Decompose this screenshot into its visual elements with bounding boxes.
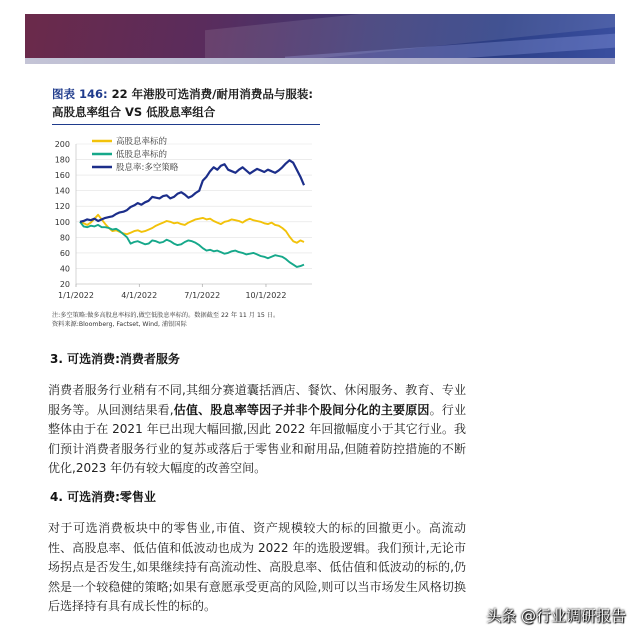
note-text: 注:多空策略:做多高股息率标的,做空低股息率标的。数据截至 22 年 11 月 15 日。 (52, 312, 280, 319)
line-chart (40, 128, 325, 308)
paragraph-retail: 对于可选消费板块中的零售业,市值、资产规模较大的标的回撤更小。高流动性、高股息率、低估值和低波动也成为 2022 年的选股逻辑。我们预计,无论市场拐点是否发生,如果继续持有高流动性、高股息率、低估值和低波动的标的,仍然是一个较稳健的策略;如果有意愿承受更高的风险,则可以当市场发生风格切换后选择持有具有成长性的标的。 (48, 521, 466, 613)
figure-label: 图表 146: (52, 87, 108, 101)
x-tick-label: 7/1/2022 (184, 291, 221, 300)
figure-title-line2: 高股息率组合 VS 低股息率组合 (52, 105, 216, 119)
y-tick-label: 180 (54, 155, 70, 165)
y-tick-label: 40 (59, 264, 70, 274)
x-tick-label: 4/1/2022 (121, 291, 158, 300)
figure-title-line1: 22 年港股可选消费/耐用消费品与服装: (107, 87, 313, 101)
para-text-end: 。行业整体由于在 2021 年已出现大幅回撤,因此 2022 年回撤幅度小于其它行业。我们预计消费者服务行业的复苏或落后于零售业和耐用品,但随着防控措施的不断优化,2023 年仍有较大幅度的改善空间。 (48, 402, 466, 475)
y-tick-label: 120 (54, 202, 70, 212)
y-tick-label: 140 (54, 186, 70, 196)
section-heading-retail: 4. 可选消费:零售业 (50, 490, 156, 504)
banner-bottom-line (25, 58, 615, 64)
y-axis (55, 140, 76, 289)
header-banner (25, 14, 615, 64)
chart-series (80, 160, 304, 267)
legend-label-ls: 股息率:多空策略 (116, 163, 179, 173)
legend-label-low: 低股息率标的 (116, 150, 168, 160)
y-tick-label: 100 (54, 217, 70, 227)
x-tick-label: 10/1/2022 (245, 291, 287, 300)
chart-grid (76, 144, 312, 284)
watermark: 头条 @行业调研报告 (486, 607, 626, 625)
chart-legend (92, 136, 179, 173)
source-text: 资料来源:Bloomberg, Factset, Wind, 浦银国际 (52, 321, 187, 328)
x-axis (58, 284, 312, 300)
y-tick-label: 80 (59, 233, 70, 243)
y-tick-label: 60 (59, 248, 70, 258)
y-tick-label: 20 (59, 280, 70, 289)
y-tick-label: 200 (54, 140, 70, 149)
series-line-ls (80, 160, 304, 222)
paragraph-consumer-services (48, 381, 466, 479)
legend-label-high: 高股息率标的 (116, 137, 168, 147)
para-text: 消费者服务行业稍有不同,其细分赛道囊括酒店、餐饮、休闲服务、教育、专业服务等。从回测结果看, (48, 383, 466, 417)
figure-rule (52, 124, 320, 125)
y-tick-label: 160 (54, 171, 70, 181)
series-line-low (80, 222, 304, 267)
para-bold: 估值、股息率等因子并非个股间分化的主要原因 (173, 402, 430, 417)
figure-title (52, 85, 332, 121)
x-tick-label: 1/1/2022 (58, 291, 94, 300)
figure-note (52, 311, 352, 329)
section-heading-consumer-services: 3. 可选消费:消费者服务 (50, 352, 180, 366)
